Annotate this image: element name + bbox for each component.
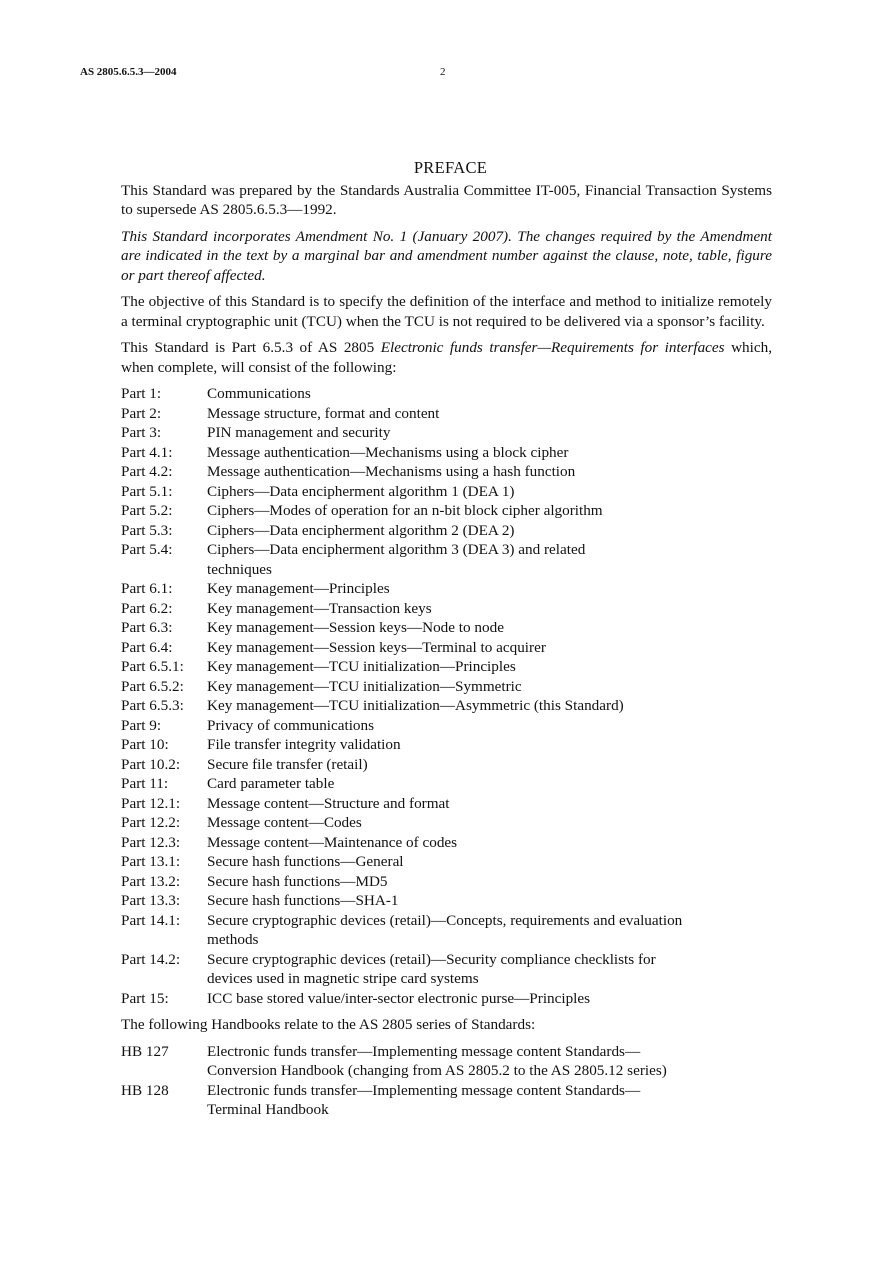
part-item	[121, 716, 772, 736]
preface-paragraph-series	[121, 338, 772, 377]
part-item-title	[207, 696, 772, 716]
part-item-number: Part 10:	[121, 736, 169, 753]
part-item	[121, 872, 772, 892]
part-item-number: Part 1:	[121, 385, 162, 402]
part-item-title	[207, 872, 772, 892]
part-item-title	[207, 521, 772, 541]
part-item-title	[207, 813, 772, 833]
part-item-title-line: Ciphers—Modes of operation for an n-bit block cipher algorithm	[207, 502, 603, 519]
part-item-number: Part 5.4:	[121, 541, 173, 558]
part-item-title	[207, 384, 772, 404]
part-item	[121, 384, 772, 404]
handbook-item-title-line: Electronic funds transfer—Implementing message content Standards—	[207, 1081, 641, 1099]
part-item	[121, 599, 772, 619]
part-item-number: Part 9:	[121, 716, 162, 734]
part-item-title	[207, 989, 772, 1009]
handbook-item-title	[207, 1081, 772, 1120]
handbook-item-number: HB 128	[121, 1081, 169, 1099]
part-item-title-line: File transfer integrity validation	[207, 736, 401, 753]
part-item	[121, 657, 772, 677]
part-item-title-line: devices used in magnetic stripe card systems	[207, 970, 479, 987]
series-text-end: which, when complete, will consist of the following:	[121, 339, 772, 376]
part-item-title-line: Ciphers—Data encipherment algorithm 1 (DEA 1)	[207, 482, 515, 500]
preface-paragraph-amendment: This Standard incorporates Amendment No. 1 (January 2007). The changes required by the Amendment are indicated in the text by a marginal bar and amendment number against the clause, note, table, figure or part thereof affected.	[121, 227, 772, 284]
part-item-number: Part 13.3:	[121, 892, 181, 909]
standard-id: AS 2805.6.5.3—2004	[80, 66, 177, 78]
part-item-title-line: ICC base stored value/inter-sector electronic purse—Principles	[207, 989, 591, 1007]
part-item	[121, 833, 772, 853]
part-item-title	[207, 677, 772, 697]
part-item-title	[207, 618, 772, 638]
preface-paragraph-objective: The objective of this Standard is to specify the definition of the interface and method to initialize remotely a terminal cryptographic unit (TCU) when the TCU is not required to be delivered via a sponsor’s facility.	[121, 293, 772, 330]
part-item-title	[207, 443, 772, 463]
part-item-title	[207, 599, 772, 619]
part-item-title	[207, 891, 772, 911]
part-item	[121, 638, 772, 658]
part-item-number: Part 5.1:	[121, 482, 173, 500]
part-item-title-line: Ciphers—Data encipherment algorithm 3 (DEA 3) and related	[207, 541, 586, 558]
series-title: Electronic funds transfer—Requirements for interfaces	[380, 339, 725, 356]
handbook-item-title-line: Conversion Handbook (changing from AS 2805.2 to the AS 2805.12 series)	[207, 1062, 667, 1079]
part-item-number: Part 5.3:	[121, 521, 173, 539]
handbook-item	[121, 1081, 772, 1120]
part-item	[121, 618, 772, 638]
part-item-title-line: Secure hash functions—MD5	[207, 872, 388, 890]
part-item	[121, 794, 772, 814]
part-item-number: Part 11:	[121, 775, 169, 792]
preface-content	[121, 158, 772, 1120]
part-item-title	[207, 794, 772, 814]
part-item-title	[207, 540, 772, 579]
part-item-number: Part 2:	[121, 404, 162, 422]
part-item-title	[207, 833, 772, 853]
preface-paragraph-committee: This Standard was prepared by the Standards Australia Committee IT-005, Financial Transaction Systems to supersede AS 2805.6.5.3—1992.	[121, 181, 772, 218]
part-item-title	[207, 755, 772, 775]
part-item-number: Part 5.2:	[121, 502, 173, 519]
handbook-item-title	[207, 1042, 772, 1081]
part-item-title	[207, 911, 772, 950]
parts-list	[121, 384, 772, 1008]
part-item-title-line: Key management—TCU initialization—Asymmetric (this Standard)	[207, 697, 624, 714]
part-item	[121, 540, 772, 579]
part-item	[121, 950, 772, 989]
part-item	[121, 501, 772, 521]
part-item-title-line: PIN management and security	[207, 424, 391, 441]
handbook-item-number: HB 127	[121, 1042, 169, 1060]
part-item-title-line: Card parameter table	[207, 775, 335, 792]
part-item	[121, 774, 772, 794]
part-item-number: Part 6.4:	[121, 638, 173, 656]
part-item-title-line: Ciphers—Data encipherment algorithm 2 (DEA 2)	[207, 521, 515, 539]
part-item	[121, 911, 772, 950]
part-item-number: Part 6.2:	[121, 599, 173, 617]
running-header	[80, 66, 812, 82]
part-item-title-line: Secure file transfer (retail)	[207, 755, 368, 773]
part-item	[121, 462, 772, 482]
part-item-number: Part 3:	[121, 424, 162, 441]
part-item-number: Part 6.1:	[121, 580, 173, 597]
series-text-start: This Standard is Part 6.5.3 of AS 2805	[121, 339, 381, 356]
part-item-title	[207, 852, 772, 872]
part-item	[121, 677, 772, 697]
part-item-title-line: Message content—Codes	[207, 814, 362, 831]
part-item-number: Part 13.1:	[121, 853, 181, 870]
part-item-number: Part 6.5.3:	[121, 697, 184, 714]
part-item-number: Part 14.2:	[121, 950, 181, 968]
part-item-number: Part 6.5.1:	[121, 658, 184, 675]
part-item-title-line: Secure cryptographic devices (retail)—Concepts, requirements and evaluation	[207, 911, 683, 929]
part-item	[121, 735, 772, 755]
part-item-number: Part 12.3:	[121, 833, 181, 851]
part-item-number: Part 4.1:	[121, 443, 173, 461]
part-item-title	[207, 462, 772, 482]
handbook-item-title-line: Electronic funds transfer—Implementing message content Standards—	[207, 1042, 641, 1060]
part-item-title-line: Key management—Session keys—Terminal to acquirer	[207, 638, 546, 656]
part-item-number: Part 15:	[121, 989, 169, 1007]
part-item	[121, 755, 772, 775]
part-item-title-line: Key management—Transaction keys	[207, 599, 432, 617]
part-item-title	[207, 579, 772, 599]
part-item-title	[207, 404, 772, 424]
part-item-title	[207, 657, 772, 677]
page-number: 2	[440, 66, 446, 78]
part-item-title	[207, 423, 772, 443]
part-item-title-line: Key management—Session keys—Node to node	[207, 619, 504, 636]
part-item-title-line: Secure hash functions—General	[207, 853, 404, 870]
handbook-item	[121, 1042, 772, 1081]
part-item	[121, 443, 772, 463]
part-item-title-line: Key management—Principles	[207, 580, 390, 597]
part-item-title	[207, 501, 772, 521]
part-item-number: Part 4.2:	[121, 463, 173, 480]
part-item-title	[207, 716, 772, 736]
part-item-title-line: Secure cryptographic devices (retail)—Security compliance checklists for	[207, 950, 656, 968]
part-item-title-line: Message structure, format and content	[207, 404, 440, 422]
handbook-item-title-line: Terminal Handbook	[207, 1101, 329, 1118]
part-item-title-line: techniques	[207, 560, 272, 578]
part-item-number: Part 6.3:	[121, 619, 173, 636]
part-item-title-line: Message authentication—Mechanisms using a block cipher	[207, 443, 569, 461]
part-item-title-line: Privacy of communications	[207, 716, 375, 734]
part-item-number: Part 14.1:	[121, 911, 181, 929]
handbooks-list	[121, 1042, 772, 1120]
part-item	[121, 423, 772, 443]
part-item	[121, 813, 772, 833]
part-item-title-line: Message content—Structure and format	[207, 794, 450, 812]
part-item	[121, 852, 772, 872]
part-item-title	[207, 774, 772, 794]
part-item-title	[207, 950, 772, 989]
part-item-title-line: Key management—TCU initialization—Principles	[207, 658, 516, 675]
part-item-number: Part 12.1:	[121, 794, 181, 812]
page-title: PREFACE	[413, 158, 488, 177]
part-item	[121, 579, 772, 599]
part-item-title-line: Secure hash functions—SHA-1	[207, 892, 399, 909]
part-item	[121, 482, 772, 502]
handbooks-intro: The following Handbooks relate to the AS 2805 series of Standards:	[121, 1016, 536, 1033]
part-item	[121, 696, 772, 716]
part-item-title-line: Message authentication—Mechanisms using a hash function	[207, 463, 576, 480]
part-item-number: Part 13.2:	[121, 872, 181, 890]
part-item-title-line: methods	[207, 931, 259, 948]
part-item-number: Part 6.5.2:	[121, 677, 184, 695]
part-item-number: Part 12.2:	[121, 814, 181, 831]
part-item-title	[207, 638, 772, 658]
part-item-title-line: Message content—Maintenance of codes	[207, 833, 458, 851]
part-item-title-line: Key management—TCU initialization—Symmetric	[207, 677, 522, 695]
part-item-title-line: Communications	[207, 385, 311, 402]
part-item	[121, 521, 772, 541]
part-item-title	[207, 482, 772, 502]
part-item	[121, 891, 772, 911]
part-item-number: Part 10.2:	[121, 755, 181, 773]
part-item	[121, 989, 772, 1009]
part-item	[121, 404, 772, 424]
part-item-title	[207, 735, 772, 755]
